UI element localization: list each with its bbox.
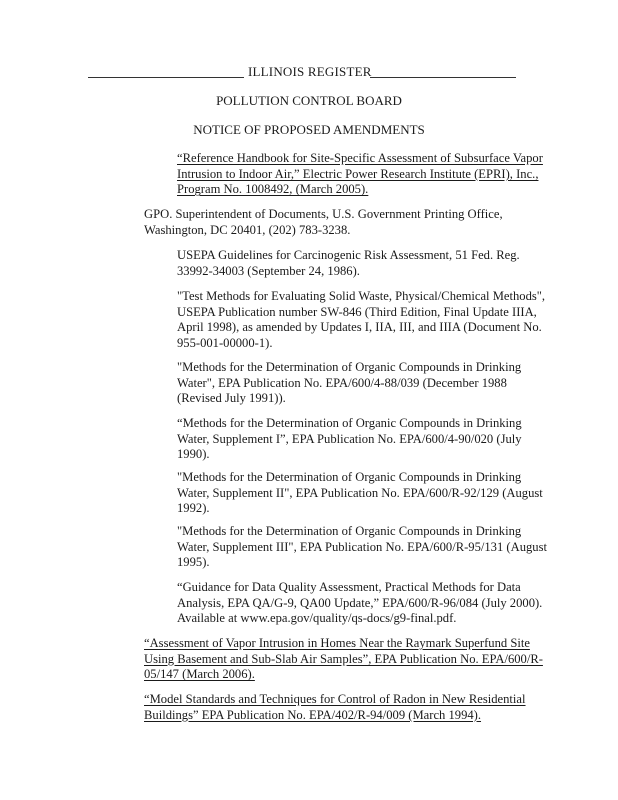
header-rule-right [370,77,516,78]
epri-reference: “Reference Handbook for Site-Specific Assessment of Subsurface Vapor Intrusion to Indoor Air,” Electric Power Research Institute (EPRI), Inc., Program No. 1008492, (March 2005). [177,151,543,197]
radon-standards: “Model Standards and Techniques for Control of Radon in New Residential Buildings” EPA Publication No. EPA/402/R-94/009 (March 1994). [144,692,526,722]
drinking-water-methods: "Methods for the Determination of Organic Compounds in Drinking Water", EPA Publication No. EPA/600/4-88/039 (December 1988 (Revised July 1991)). [177,360,522,406]
register-title: ILLINOIS REGISTER [248,64,372,79]
supplement-2: "Methods for the Determination of Organic Compounds in Drinking Water, Supplement II", EPA Publication No. EPA/600/R-92/129 (August 1992). [177,470,543,516]
raymark-assessment: “Assessment of Vapor Intrusion in Homes Near the Raymark Superfund Site Using Basement and Sub-Slab Air Samples”, EPA Publication No. EPA/600/R- 05/147 (March 2006). [144,636,543,682]
notice-title: NOTICE OF PROPOSED AMENDMENTS [193,122,425,137]
header-rule-left [88,77,244,78]
data-quality-guidance: “Guidance for Data Quality Assessment, Practical Methods for Data Analysis, EPA QA/G-9, QA00 Update,” EPA/600/R-96/084 (July 2000). Available at www.epa.gov/quality/qs-docs/g9-final.pdf. [177,580,543,626]
supplement-3: "Methods for the Determination of Organic Compounds in Drinking Water, Supplement III", EPA Publication No. EPA/600/R-95/131 (August 1995). [177,524,547,570]
carcinogenic-guidelines: USEPA Guidelines for Carcinogenic Risk Assessment, 51 Fed. Reg. 33992-34003 (September 24, 1986). [177,248,520,278]
gpo-address: GPO. Superintendent of Documents, U.S. Government Printing Office, Washington, DC 20401, (202) 783-3238. [144,207,503,237]
sw846-methods: "Test Methods for Evaluating Solid Waste, Physical/Chemical Methods", USEPA Publication number SW-846 (Third Edition, Final Update IIIA, April 1998), as amended by Updates I, IIA, III, and IIIA (Document No. 955-001-00000-1). [177,289,546,350]
supplement-1: “Methods for the Determination of Organic Compounds in Drinking Water, Supplement I”, EPA Publication No. EPA/600/4-90/020 (July 1990). [177,416,522,462]
board-title: POLLUTION CONTROL BOARD [216,93,402,108]
register-header [88,64,516,82]
